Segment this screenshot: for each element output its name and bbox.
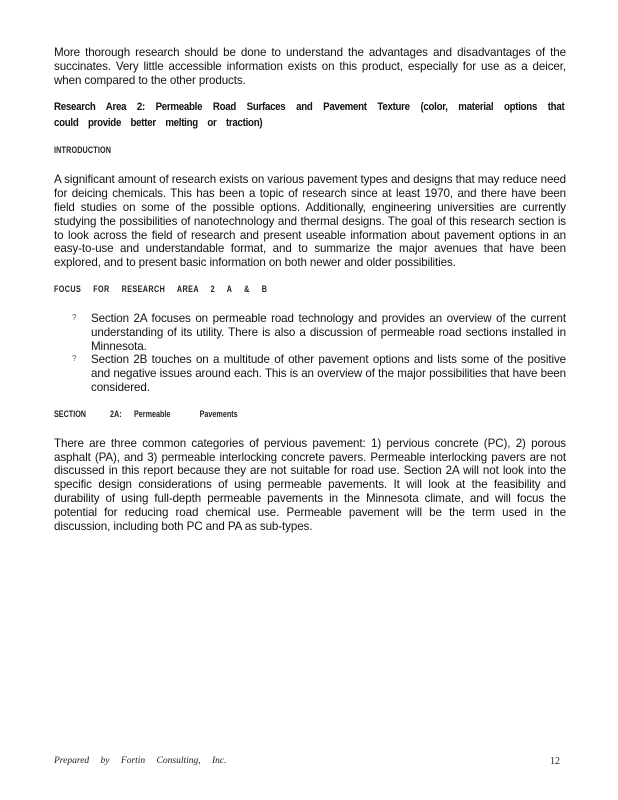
page-footer [54, 756, 560, 770]
introduction-heading: INTRODUCTION [54, 145, 112, 156]
focus-bullet-list [54, 312, 566, 395]
section-label: SECTION [54, 408, 87, 419]
footer-prepared-by: Prepared by Fortin Consulting, Inc. [54, 756, 227, 766]
research-area-heading: Research Area 2: Permeable Road Surfaces and Pavement Texture (color, material options that could provide better melting or traction) [54, 101, 565, 130]
focus-heading: FOCUS FOR RESEARCH AREA 2 A & B [54, 283, 268, 294]
section-2a-paragraph: There are three common categories of pervious pavement: 1) pervious concrete (PC), 2) porous asphalt (PA), and 3) permeable interlocking concrete pavers. Permeable interlocking pavers are not discussed in this report because they are not suitable for road use. Section 2A will not look into the specific design considerations of using permeable pavements. It will look at the feasibility and durability of using full-depth permeable pavements in the Minnesota climate, and will focus the potential for reducing road chemical use. Permeable pavement will be the term used in the discussion, including both PC and PA as sub-types. [54, 436, 566, 533]
section-word-pavements: Pavements [199, 408, 238, 419]
intro-paragraph: More thorough research should be done to understand the advantages and disadvantages of the succinates. Very little accessible information exists on this product, especially for use as a deicer, when compared to the other products. [54, 46, 566, 87]
list-item [54, 312, 566, 353]
section-2a-heading [54, 409, 464, 419]
bullet-marker: ? [72, 354, 77, 364]
bullet-text: Section 2A focuses on permeable road technology and provides an overview of the current understanding of its utility. There is also a discussion of permeable road sections installed in Minnesota. [91, 311, 566, 353]
bullet-marker: ? [72, 312, 77, 322]
page-number: 12 [550, 756, 560, 767]
document-body [54, 46, 566, 533]
list-item [54, 353, 566, 394]
section-number: 2A: [110, 408, 122, 419]
bullet-text: Section 2B touches on a multitude of other pavement options and lists some of the positive and negative issues around each. This is an overview of the major possibilities that have been considered. [91, 353, 566, 394]
introduction-paragraph: A significant amount of research exists on various pavement types and designs that may reduce need for deicing chemicals. This has been a topic of research since at least 1970, and there have been field studies on some of the possible options. Additionally, engineering universities are currently studying the possibilities of nanotechnology and thermal designs. The goal of this research section is to look across the field of research and present useable information about pavement options in an easy-to-use and understandable format, and to summarize the major avenues that have been explored, and to present basic information on both newer and older possibilities. [54, 173, 566, 270]
section-word-permeable: Permeable [134, 408, 171, 419]
